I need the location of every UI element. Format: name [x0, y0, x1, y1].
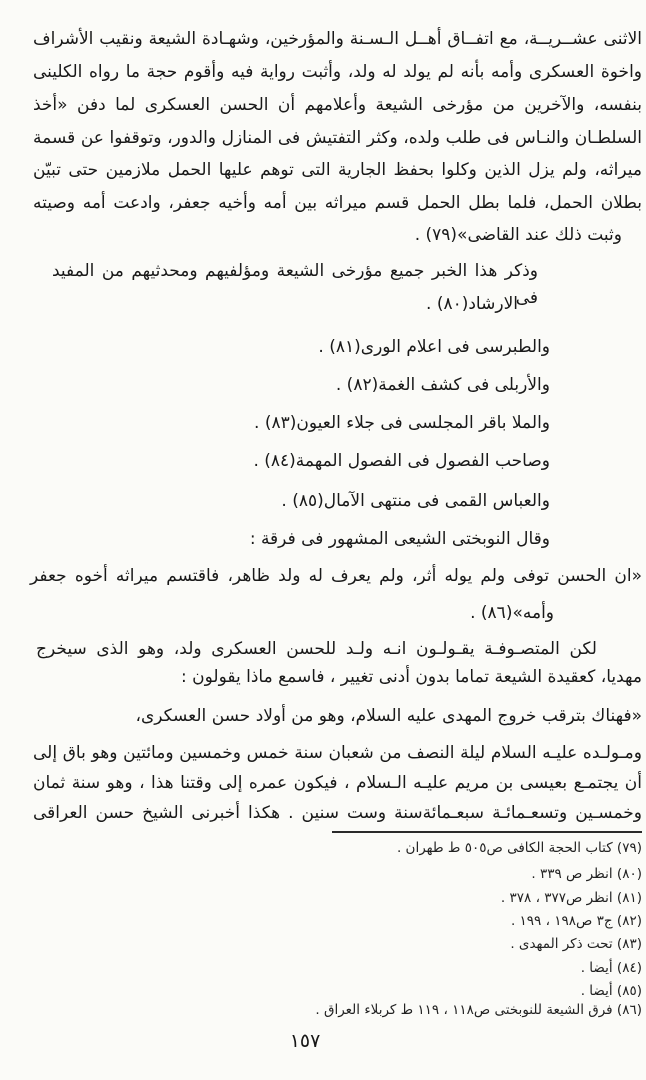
body-line: وذكر هذا الخبر جميع مؤرخى الشيعة ومؤلفيهم ومحدثيهم من المفيد فى	[52, 261, 538, 308]
page-number: ١٥٧	[289, 1030, 321, 1052]
body-line: «فهناك بترقب خروج المهدى عليه السلام، وهو من أولاد حسن العسكرى،	[135, 706, 642, 726]
footnote-line: (٨٠) انظر ص ٣٣٩ .	[531, 866, 642, 882]
body-line: بنفسه، والآخرين من مؤرخى الشيعة وأعلامهم أن الحسن العسكرى لما دفن «أخذ	[33, 95, 642, 115]
body-line: بطلان الحمل، فلما بطل الحمل قسم ميراثه بين أمه وأخيه جعفر، وادعت أمه وصيته	[33, 193, 642, 213]
body-line: ميراثه، ولم يزل الذين وكلوا بحفظ الجارية التى توهم عليها الحمل ملازمين حتى تبيّن	[33, 160, 642, 180]
footnote-separator	[332, 831, 642, 833]
body-line: الارشاد(٨٠) .	[426, 294, 518, 314]
body-line: وصاحب الفصول فى الفصول المهمة(٨٤) .	[253, 451, 550, 471]
body-line: أن يجتمـع بعيسى بن مريم عليـه الـسلام ، فيكون عمره إلى وقتنا هذا ، وهو سنة ثمان	[33, 773, 642, 793]
body-line: «ان الحسن توفى ولم يوله أثر، ولم يعرف له ولد ظاهر، فاقتسم ميراثه أخوه جعفر	[30, 566, 642, 586]
body-line: مهديا، كعقيدة الشيعة تماما بدون أدنى تغيير ، فاسمع ماذا يقولون :	[181, 667, 642, 687]
body-line: وثبت ذلك عند القاضى»(٧٩) .	[414, 225, 622, 245]
body-line: والطبرسى فى اعلام الورى(٨١) .	[318, 337, 550, 357]
footnote-line: (٨٤) أيضا .	[580, 960, 642, 976]
footnote-line: (٧٩) كتاب الحجة الكافى ص٥٠٥ ط طهران .	[396, 840, 642, 856]
body-line: لكن المتصـوفـة يقـولـون انـه ولـد للحسن العسكرى ولد، وهو الذى سيخرج	[36, 639, 597, 659]
body-line: والأربلى فى كشف الغمة(٨٢) .	[335, 375, 550, 395]
body-line: واخوة العسكرى وأمه بأنه لم يولد له ولد، وأثبت رواية فيه وأقوم حجة ما رواه الكلينى	[33, 62, 642, 82]
body-line: ومـولـده عليـه السلام ليلة النصف من شعبان سنة خمس وخمسين ومائتين وهو باق إلى	[33, 743, 642, 763]
body-line: وأمه»(٨٦) .	[470, 603, 554, 623]
body-line: الاثنى عشــريــة، مع اتفــاق أهــل الـسـنة والمؤرخين، وشهـادة الشيعة ونقيب الأشراف	[33, 29, 642, 49]
footnote-line: (٨١) انظر ص٣٧٧ ، ٣٧٨ .	[500, 890, 642, 906]
body-line: السلطـان والنـاس فى طلب ولده، وكثر التفتيش فى المنازل والدور، وتوقفوا عن قسمة	[33, 128, 642, 148]
footnote-line: (٨٦) فرق الشيعة للنوبختى ص١١٨ ، ١١٩ ط كربلاء العراق .	[315, 1002, 642, 1018]
footnote-line: (٨٣) تحت ذكر المهدى .	[510, 936, 642, 952]
body-line: والملا باقر المجلسى فى جلاء العيون(٨٣) .	[254, 413, 550, 433]
footnote-line: (٨٥) أيضا .	[580, 983, 642, 999]
body-line: وخمسـين وتسعـمائـة سبعـمائةسنة وست سنين . هكذا أخبرنى الشيخ حسن العراقى	[33, 803, 642, 823]
body-line: وقال النوبختى الشيعى المشهور فى فرقة :	[249, 529, 550, 549]
footnote-line: (٨٢) ج٣ ص١٩٨ ، ١٩٩ .	[510, 913, 642, 929]
body-line: والعباس القمى فى منتهى الآمال(٨٥) .	[281, 491, 550, 511]
